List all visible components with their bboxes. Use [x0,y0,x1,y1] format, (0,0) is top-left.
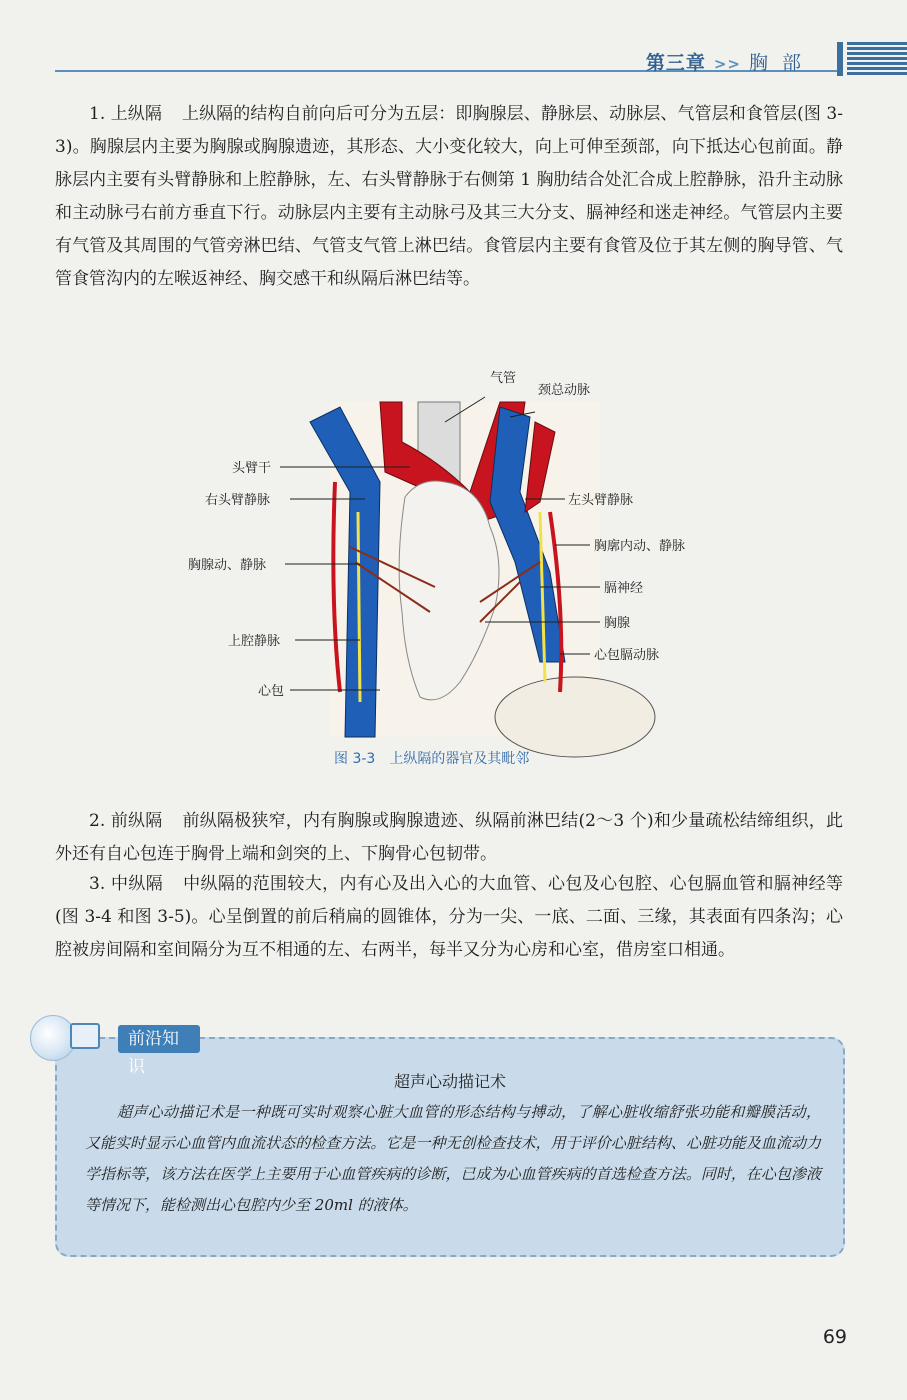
label-thymic-vessels: 胸腺动、静脉 [188,558,267,573]
header-stripes [847,42,907,76]
label-trachea: 气管 [490,371,517,386]
page-number: 69 [822,1326,847,1348]
frontier-tag [30,1013,200,1077]
label-phrenic-nerve: 膈神经 [604,581,644,596]
paragraph-body: 上纵隔的结构自前向后可分为五层：即胸腺层、静脉层、动脉层、气管层和食管层(图 3-3)。胸腺层内主要为胸腺或胸腺遗迹，其形态、大小变化较大，向上可伸至颈部，向下抵达心包前面。静脉层内主要有头臂静脉和上腔静脉，左、右头臂静脉于右侧第 1 胸肋结合处汇合成上腔静脉，沿升主动脉和主动脉弓右前方垂直下行。动脉层内主要有主动脉弓及其三大分支、膈神经和迷走神经。气管层内主要有气管及其周围的气管旁淋巴结、气管支气管上淋巴结。食管层内主要有食管及位于其左侧的胸导管、气管食管沟内的左喉返神经、胸交感干和纵隔后淋巴结等。 [55,104,843,289]
frontier-body: 超声心动描记术是一种既可实时观察心脏大血管的形态结构与搏动，了解心脏收缩舒张功能和瓣膜活动，又能实时显示心血管内血流状态的检查方法。它是一种无创检查技术，用于评价心脏结构、心脏功能及血流动力学指标等，该方法在医学上主要用于心血管疾病的诊断，已成为心血管疾病的首选检查方法。同时，在心包渗液等情况下，能检测出心包腔内少至 20ml 的液体。 [85,1103,821,1214]
label-internal-thoracic-vessels: 胸廓内动、静脉 [594,539,686,554]
label-brachiocephalic-trunk: 头臂干 [232,461,272,476]
label-thymus: 胸腺 [604,616,631,631]
monitor-icon [70,1023,100,1049]
figure-caption [334,748,529,768]
chapter-label: 第三章 [645,52,706,74]
figure-3-3-diagram [180,362,700,762]
section-label: 胸部 [748,52,815,74]
paragraph-heading: 2. 前纵隔 [89,811,163,831]
paragraph-body: 中纵隔的范围较大，内有心及出入心的大血管、心包及心包腔、心包膈血管和膈神经等(图 3-4 和图 3-5)。心呈倒置的前后稍扁的圆锥体，分为一尖、一底、二面、三缘，其表面有四条沟；心腔被房间隔和室间隔分为互不相通的左、右两半，每半又分为心房和心室，借房室口相通。 [55,874,843,960]
page-header [0,0,907,80]
frontier-knowledge-box [55,1037,845,1257]
chevron-right-icon: >> [713,55,741,73]
label-common-carotid: 颈总动脉 [538,383,591,398]
paragraph-heading: 1. 上纵隔 [89,104,162,124]
frontier-tag-label: 前沿知识 [118,1025,200,1053]
figure-caption-text: 上纵隔的器官及其毗邻 [389,751,530,767]
paragraph-anterior-mediastinum [55,805,843,871]
frontier-title: 超声心动描记术 [393,1072,506,1091]
paragraph-middle-mediastinum [55,868,843,967]
figure-number: 图 3-3 [334,751,376,767]
label-svc: 上腔静脉 [228,634,281,649]
right-phrenic-nerve [358,512,360,702]
pericardium-outline [495,677,655,757]
label-pericardiacophrenic-artery: 心包膈动脉 [594,648,660,663]
paragraph-superior-mediastinum [55,98,843,296]
chapter-heading [646,48,815,75]
paragraph-body: 前纵隔极狭窄，内有胸腺或胸腺遗迹、纵隔前淋巴结(2～3 个)和少量疏松结缔组织，此外还有自心包连于胸骨上端和剑突的上、下胸骨心包韧带。 [55,811,843,864]
paragraph-heading: 3. 中纵隔 [89,874,164,894]
label-right-brachiocephalic-vein: 右头臂静脉 [205,493,271,508]
label-pericardium: 心包 [258,684,285,699]
label-left-brachiocephalic-vein: 左头臂静脉 [568,493,634,508]
